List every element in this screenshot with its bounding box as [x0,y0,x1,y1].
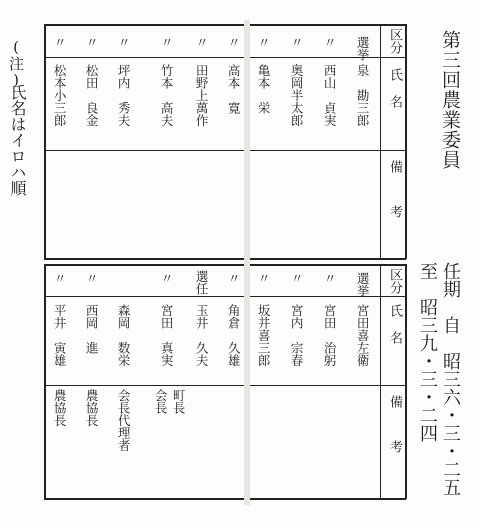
cell-name: 高本 寛 [226,64,242,114]
cell-name: 宮田 真実 [159,304,175,367]
cell-kubun: 〃 [322,36,338,49]
cell-kubun: 〃 [322,272,338,285]
cell-name: 宮田喜左衛 [355,304,371,367]
cell-remarks: 会長 [153,389,169,414]
cell-kubun: 〃 [256,272,272,285]
term-from: 任期 自 昭三六・三・二五 [440,262,461,496]
header-remarks: 備考 [387,395,402,485]
cell-kubun: 〃 [84,36,100,49]
cell-name: 森岡 数栄 [116,304,132,367]
cell-name: 西山 貞実 [322,64,338,127]
page-gutter [244,20,250,505]
cell-kubun: 選挙 [355,36,371,61]
cell-kubun: 〃 [226,272,242,285]
cell-name: 坪内 秀夫 [116,64,132,127]
cell-name: 泉 勘三郎 [355,64,371,127]
cell-kubun: 〃 [159,272,175,285]
header-kubun: 区分 [387,28,402,54]
cell-kubun: 〃 [256,36,272,49]
cell-remarks: 農協長 [52,389,68,427]
cell-name: 宮内 宗春 [289,304,305,367]
cell-name: 松本小三郎 [52,64,68,127]
cell-kubun: 〃 [194,36,210,49]
cell-name: 宮田 治躬 [322,304,338,367]
header-name: 氏名 [387,68,402,122]
term-to: 至 昭三九・三・二四 [417,262,438,442]
cell-name: 松田 良金 [84,64,100,127]
cell-kubun: 〃 [159,36,175,49]
cell-kubun: 選任 [194,270,210,295]
cell-kubun: 〃 [52,272,68,285]
cell-name: 平井 寅雄 [52,304,68,367]
note-text: 氏名はイロハ順 [8,84,27,196]
cell-remarks: 町長 [171,389,187,414]
cell-name: 坂井喜三郎 [256,304,272,367]
cell-kubun: 〃 [289,272,305,285]
cell-kubun: 〃 [84,272,100,285]
cell-name: 竹本 高夫 [159,64,175,127]
note-label: (注) [7,38,25,89]
cell-name: 西岡 進 [84,304,100,354]
cell-name: 亀本 栄 [256,64,272,114]
cell-kubun: 〃 [52,36,68,49]
cell-kubun: 選挙 [355,272,371,297]
cell-remarks: 農協長 [84,389,100,427]
page-title: 第三回農業委員 [439,30,461,170]
header-kubun: 区分 [387,268,402,294]
cell-kubun: 〃 [226,36,242,49]
cell-name: 角倉 久雄 [226,304,242,367]
cell-name: 田野上萬作 [194,64,210,127]
cell-kubun: 〃 [116,36,132,49]
cell-name: 奥岡半太郎 [289,64,305,127]
header-name: 氏名 [387,304,402,358]
cell-remarks: 会長代理者 [116,389,132,452]
header-remarks: 備考 [387,160,402,250]
cell-kubun: 〃 [289,36,305,49]
cell-name: 玉井 久夫 [194,304,210,367]
